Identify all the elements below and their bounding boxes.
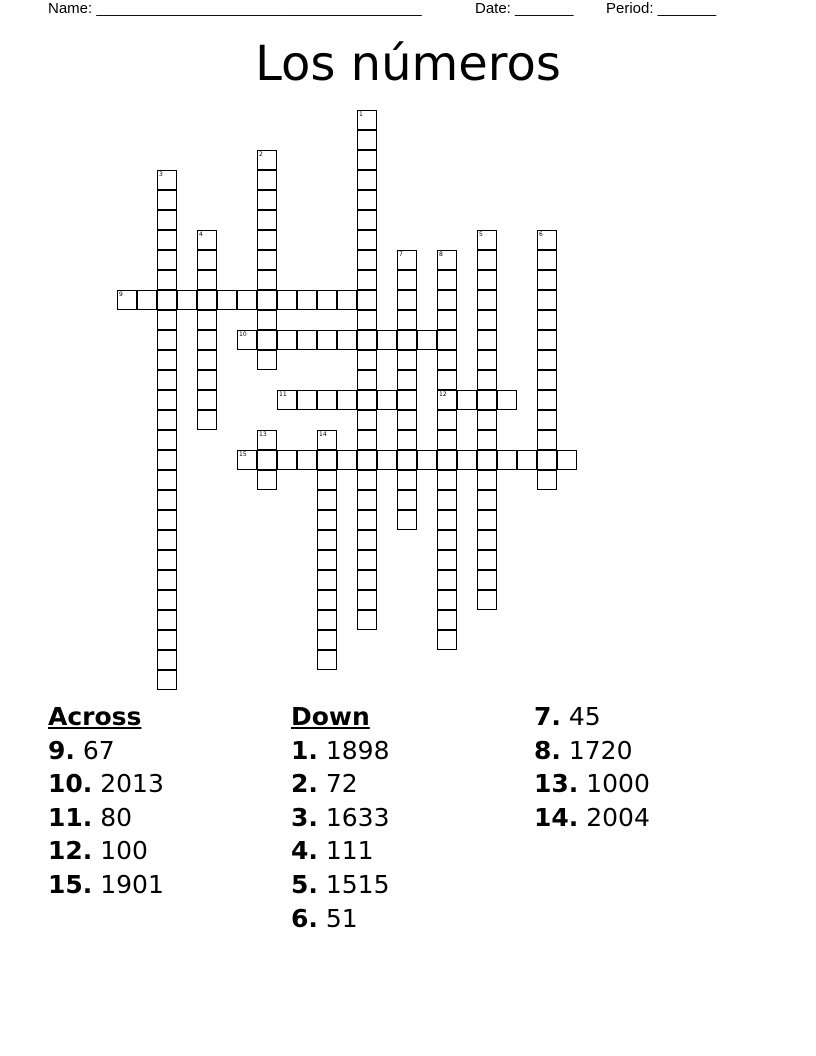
across-clues	[48, 700, 164, 902]
crossword-cell[interactable]	[197, 370, 217, 390]
crossword-cell[interactable]	[477, 290, 497, 310]
crossword-cell[interactable]	[197, 410, 217, 430]
crossword-cell[interactable]	[317, 290, 337, 310]
clue-item	[291, 734, 389, 768]
clue-text: 67	[74, 735, 115, 765]
clue-text: 1898	[317, 735, 390, 765]
crossword-cell[interactable]	[397, 470, 417, 490]
crossword-cell[interactable]	[437, 350, 457, 370]
crossword-cell[interactable]	[257, 450, 277, 470]
crossword-cell[interactable]	[257, 250, 277, 270]
crossword-cell[interactable]	[257, 210, 277, 230]
crossword-cell[interactable]	[257, 470, 277, 490]
crossword-cell[interactable]	[157, 510, 177, 530]
crossword-cell[interactable]	[477, 230, 497, 250]
crossword-cell[interactable]	[397, 250, 417, 270]
crossword-cell[interactable]	[357, 470, 377, 490]
clue-number: 1.	[291, 735, 318, 765]
crossword-cell[interactable]	[357, 590, 377, 610]
crossword-cell[interactable]	[537, 410, 557, 430]
crossword-cell[interactable]	[437, 630, 457, 650]
clue-number: 3	[159, 171, 163, 178]
clue-number: 2	[259, 151, 263, 158]
crossword-cell[interactable]	[477, 430, 497, 450]
crossword-cell[interactable]	[217, 290, 237, 310]
crossword-cell[interactable]	[537, 370, 557, 390]
crossword-cell[interactable]	[477, 390, 497, 410]
crossword-cell[interactable]	[317, 610, 337, 630]
crossword-cell[interactable]	[437, 250, 457, 270]
crossword-cell[interactable]	[197, 350, 217, 370]
crossword-cell[interactable]	[157, 170, 177, 190]
crossword-cell[interactable]	[397, 410, 417, 430]
crossword-cell[interactable]	[237, 330, 257, 350]
crossword-cell[interactable]	[477, 310, 497, 330]
clue-text: 111	[317, 836, 374, 866]
crossword-cell[interactable]	[357, 170, 377, 190]
clue-text: 2013	[92, 769, 164, 799]
crossword-cell[interactable]	[477, 470, 497, 490]
crossword-cell[interactable]	[357, 310, 377, 330]
crossword-cell[interactable]	[257, 270, 277, 290]
crossword-cell[interactable]	[477, 510, 497, 530]
crossword-cell[interactable]	[477, 590, 497, 610]
crossword-cell[interactable]	[357, 250, 377, 270]
crossword-cell[interactable]	[317, 570, 337, 590]
crossword-cell[interactable]	[397, 330, 417, 350]
crossword-cell[interactable]	[357, 550, 377, 570]
crossword-cell[interactable]	[537, 450, 557, 470]
crossword-cell[interactable]	[397, 350, 417, 370]
clue-item	[48, 801, 164, 835]
crossword-cell[interactable]	[397, 270, 417, 290]
crossword-cell[interactable]	[437, 290, 457, 310]
crossword-cell[interactable]	[257, 190, 277, 210]
crossword-cell[interactable]	[317, 330, 337, 350]
across-heading: Across	[48, 702, 142, 731]
clue-number: 8	[439, 251, 443, 258]
crossword-cell[interactable]	[157, 250, 177, 270]
crossword-cell[interactable]	[477, 350, 497, 370]
crossword-cell[interactable]	[357, 150, 377, 170]
clue-item	[534, 801, 650, 835]
crossword-cell[interactable]	[197, 330, 217, 350]
clue-item	[291, 801, 389, 835]
crossword-cell[interactable]	[157, 590, 177, 610]
crossword-cell[interactable]	[437, 310, 457, 330]
down-clues	[291, 700, 389, 935]
crossword-cell[interactable]	[397, 290, 417, 310]
clue-text: 1633	[317, 802, 390, 832]
clue-number: 14	[319, 431, 327, 438]
crossword-cell[interactable]	[477, 550, 497, 570]
crossword-cell[interactable]	[277, 390, 297, 410]
clue-number: 2.	[291, 769, 318, 799]
crossword-cell[interactable]	[357, 390, 377, 410]
crossword-cell[interactable]	[357, 110, 377, 130]
crossword-cell[interactable]	[157, 310, 177, 330]
crossword-cell[interactable]	[357, 450, 377, 470]
crossword-cell[interactable]	[297, 290, 317, 310]
clue-item	[291, 834, 389, 868]
crossword-cell[interactable]	[157, 210, 177, 230]
crossword-cell[interactable]	[537, 390, 557, 410]
crossword-cell[interactable]	[197, 310, 217, 330]
crossword-cell[interactable]	[437, 470, 457, 490]
clue-number: 10.	[48, 769, 93, 799]
crossword-cell[interactable]	[357, 270, 377, 290]
crossword-cell[interactable]	[357, 130, 377, 150]
crossword-cell[interactable]	[257, 170, 277, 190]
crossword-cell[interactable]	[357, 490, 377, 510]
crossword-cell[interactable]	[317, 470, 337, 490]
crossword-cell[interactable]	[357, 330, 377, 350]
crossword-cell[interactable]	[477, 570, 497, 590]
clue-number: 1	[359, 111, 363, 118]
clue-number: 8.	[534, 735, 561, 765]
crossword-cell[interactable]	[397, 510, 417, 530]
clue-number: 9.	[48, 735, 75, 765]
crossword-cell[interactable]	[437, 410, 457, 430]
crossword-cell[interactable]	[317, 390, 337, 410]
crossword-cell[interactable]	[397, 390, 417, 410]
crossword-cell[interactable]	[537, 430, 557, 450]
crossword-cell[interactable]	[457, 450, 477, 470]
crossword-cell[interactable]	[357, 230, 377, 250]
crossword-cell[interactable]	[157, 390, 177, 410]
crossword-cell[interactable]	[317, 430, 337, 450]
clue-number: 11	[279, 391, 287, 398]
crossword-cell[interactable]	[157, 530, 177, 550]
clue-item	[48, 734, 164, 768]
crossword-cell[interactable]	[397, 490, 417, 510]
clue-number: 7.	[534, 702, 561, 731]
clue-number: 12	[439, 391, 447, 398]
clue-number: 9	[119, 291, 123, 298]
crossword-cell[interactable]	[437, 610, 457, 630]
crossword-cell[interactable]	[537, 330, 557, 350]
crossword-cell[interactable]	[357, 290, 377, 310]
clue-number: 15	[239, 451, 247, 458]
clue-number: 5.	[291, 869, 318, 899]
crossword-cell[interactable]	[417, 450, 437, 470]
crossword-cell[interactable]	[197, 390, 217, 410]
crossword-cell[interactable]	[257, 310, 277, 330]
crossword-cell[interactable]	[377, 330, 397, 350]
crossword-cell[interactable]	[297, 450, 317, 470]
clue-item	[48, 868, 164, 902]
crossword-cell[interactable]	[437, 490, 457, 510]
down-clue-list	[291, 734, 389, 936]
clue-number: 5	[479, 231, 483, 238]
crossword-cell[interactable]	[157, 430, 177, 450]
crossword-cell[interactable]	[157, 230, 177, 250]
crossword-cell[interactable]	[277, 290, 297, 310]
clue-number: 6	[539, 231, 543, 238]
crossword-cell[interactable]	[417, 330, 437, 350]
crossword-cell[interactable]	[317, 650, 337, 670]
clue-number: 6.	[291, 903, 318, 933]
clue-item	[291, 868, 389, 902]
clue-number: 7	[399, 251, 403, 258]
clue-text: 1515	[317, 869, 390, 899]
crossword-cell[interactable]	[257, 290, 277, 310]
crossword-cell[interactable]	[357, 210, 377, 230]
crossword-cell[interactable]	[537, 290, 557, 310]
clue-number: 4.	[291, 836, 318, 866]
clue-item	[534, 767, 650, 801]
crossword-cell[interactable]	[537, 310, 557, 330]
crossword-cell[interactable]	[337, 450, 357, 470]
crossword-cell[interactable]	[317, 550, 337, 570]
crossword-cell[interactable]	[277, 450, 297, 470]
crossword-cell[interactable]	[477, 330, 497, 350]
crossword-cell[interactable]	[117, 290, 137, 310]
clue-number: 13	[259, 431, 267, 438]
crossword-cell[interactable]	[437, 430, 457, 450]
crossword-cell[interactable]	[317, 590, 337, 610]
crossword-cell[interactable]	[437, 450, 457, 470]
crossword-cell[interactable]	[257, 330, 277, 350]
crossword-cell[interactable]	[437, 270, 457, 290]
clue-text: 51	[317, 903, 358, 933]
crossword-cell[interactable]	[377, 390, 397, 410]
crossword-cell[interactable]	[237, 290, 257, 310]
crossword-cell[interactable]	[157, 270, 177, 290]
crossword-cell[interactable]	[397, 450, 417, 470]
crossword-cell[interactable]	[357, 350, 377, 370]
crossword-cell[interactable]	[177, 290, 197, 310]
clue-text: 72	[317, 769, 358, 799]
crossword-cell[interactable]	[197, 290, 217, 310]
crossword-cell[interactable]	[477, 530, 497, 550]
crossword-cell[interactable]	[357, 530, 377, 550]
clue-number: 4	[199, 231, 203, 238]
crossword-cell[interactable]	[337, 290, 357, 310]
crossword-cell[interactable]	[497, 450, 517, 470]
crossword-cell[interactable]	[157, 550, 177, 570]
crossword-cell[interactable]	[157, 350, 177, 370]
crossword-cell[interactable]	[437, 530, 457, 550]
period-field[interactable]: Period: _______	[606, 0, 717, 17]
crossword-cell[interactable]	[477, 250, 497, 270]
clue-text: 80	[92, 802, 133, 832]
crossword-cell[interactable]	[477, 270, 497, 290]
crossword-cell[interactable]	[437, 370, 457, 390]
crossword-cell[interactable]	[477, 370, 497, 390]
crossword-cell[interactable]	[157, 410, 177, 430]
crossword-cell[interactable]	[357, 190, 377, 210]
clue-number: 3.	[291, 802, 318, 832]
crossword-cell[interactable]	[277, 330, 297, 350]
crossword-cell[interactable]	[317, 630, 337, 650]
crossword-cell[interactable]	[317, 490, 337, 510]
crossword-cell[interactable]	[437, 510, 457, 530]
crossword-cell[interactable]	[537, 470, 557, 490]
crossword-cell[interactable]	[157, 370, 177, 390]
crossword-cell[interactable]	[377, 450, 397, 470]
crossword-cell[interactable]	[157, 330, 177, 350]
crossword-cell[interactable]	[157, 450, 177, 470]
crossword-cell[interactable]	[357, 510, 377, 530]
crossword-cell[interactable]	[357, 610, 377, 630]
clue-item	[48, 834, 164, 868]
clue-number: 12.	[48, 836, 93, 866]
down-heading: Down	[291, 702, 370, 731]
crossword-cell[interactable]	[477, 490, 497, 510]
crossword-cell[interactable]	[537, 250, 557, 270]
crossword-cell[interactable]	[537, 350, 557, 370]
clue-item	[291, 767, 389, 801]
crossword-cell[interactable]	[477, 450, 497, 470]
crossword-cell[interactable]	[197, 250, 217, 270]
clue-text: 1000	[578, 769, 650, 799]
crossword-cell[interactable]	[197, 270, 217, 290]
crossword-cell[interactable]	[157, 190, 177, 210]
crossword-cell[interactable]	[257, 150, 277, 170]
name-field[interactable]: Name: _______________________________________	[48, 0, 422, 17]
crossword-cell[interactable]	[357, 370, 377, 390]
clue-number: 14.	[534, 802, 579, 832]
crossword-cell[interactable]	[437, 330, 457, 350]
crossword-cell[interactable]	[157, 630, 177, 650]
crossword-cell[interactable]	[357, 570, 377, 590]
clue-number: 11.	[48, 802, 93, 832]
across-clue-list	[48, 734, 164, 902]
crossword-cell[interactable]	[537, 270, 557, 290]
crossword-cell[interactable]	[477, 410, 497, 430]
crossword-cell[interactable]	[317, 510, 337, 530]
clue-text: 1720	[560, 735, 633, 765]
crossword-cell[interactable]	[397, 370, 417, 390]
clue-number: 13.	[534, 769, 579, 799]
clue-item	[534, 734, 650, 768]
clue-text: 2004	[578, 802, 650, 832]
crossword-cell[interactable]	[317, 450, 337, 470]
clue-text: 100	[92, 836, 148, 866]
crossword-cell[interactable]	[197, 230, 217, 250]
crossword-cell[interactable]	[557, 450, 577, 470]
crossword-cell[interactable]	[337, 390, 357, 410]
crossword-cell[interactable]	[157, 470, 177, 490]
crossword-cell[interactable]	[437, 590, 457, 610]
crossword-cell[interactable]	[517, 450, 537, 470]
page-title: Los números	[255, 36, 561, 92]
crossword-cell[interactable]	[297, 330, 317, 350]
crossword-cell[interactable]	[257, 230, 277, 250]
down-clue-list-continued	[534, 700, 650, 834]
clue-item	[534, 700, 650, 734]
crossword-cell[interactable]	[157, 650, 177, 670]
crossword-cell[interactable]	[297, 390, 317, 410]
crossword-cell[interactable]	[457, 390, 477, 410]
crossword-cell[interactable]	[157, 290, 177, 310]
crossword-cell[interactable]	[337, 330, 357, 350]
clue-text: 1901	[92, 869, 164, 899]
crossword-cell[interactable]	[317, 530, 337, 550]
clue-text: 45	[560, 702, 601, 731]
crossword-cell[interactable]	[537, 230, 557, 250]
crossword-cell[interactable]	[257, 430, 277, 450]
clue-item	[48, 767, 164, 801]
crossword-cell[interactable]	[357, 430, 377, 450]
crossword-cell[interactable]	[257, 350, 277, 370]
crossword-cell[interactable]	[157, 490, 177, 510]
clue-number: 10	[239, 331, 247, 338]
crossword-cell[interactable]	[157, 670, 177, 690]
crossword-cell[interactable]	[437, 570, 457, 590]
crossword-cell[interactable]	[157, 570, 177, 590]
crossword-cell[interactable]	[157, 610, 177, 630]
clue-item	[291, 902, 389, 936]
crossword-cell[interactable]	[437, 550, 457, 570]
crossword-cell[interactable]	[437, 390, 457, 410]
date-field[interactable]: Date: _______	[475, 0, 574, 17]
crossword-cell[interactable]	[397, 310, 417, 330]
crossword-cell[interactable]	[137, 290, 157, 310]
down-clues-continued	[534, 700, 650, 834]
crossword-cell[interactable]	[357, 410, 377, 430]
crossword-cell[interactable]	[237, 450, 257, 470]
crossword-cell[interactable]	[497, 390, 517, 410]
clue-number: 15.	[48, 869, 93, 899]
crossword-cell[interactable]	[397, 430, 417, 450]
